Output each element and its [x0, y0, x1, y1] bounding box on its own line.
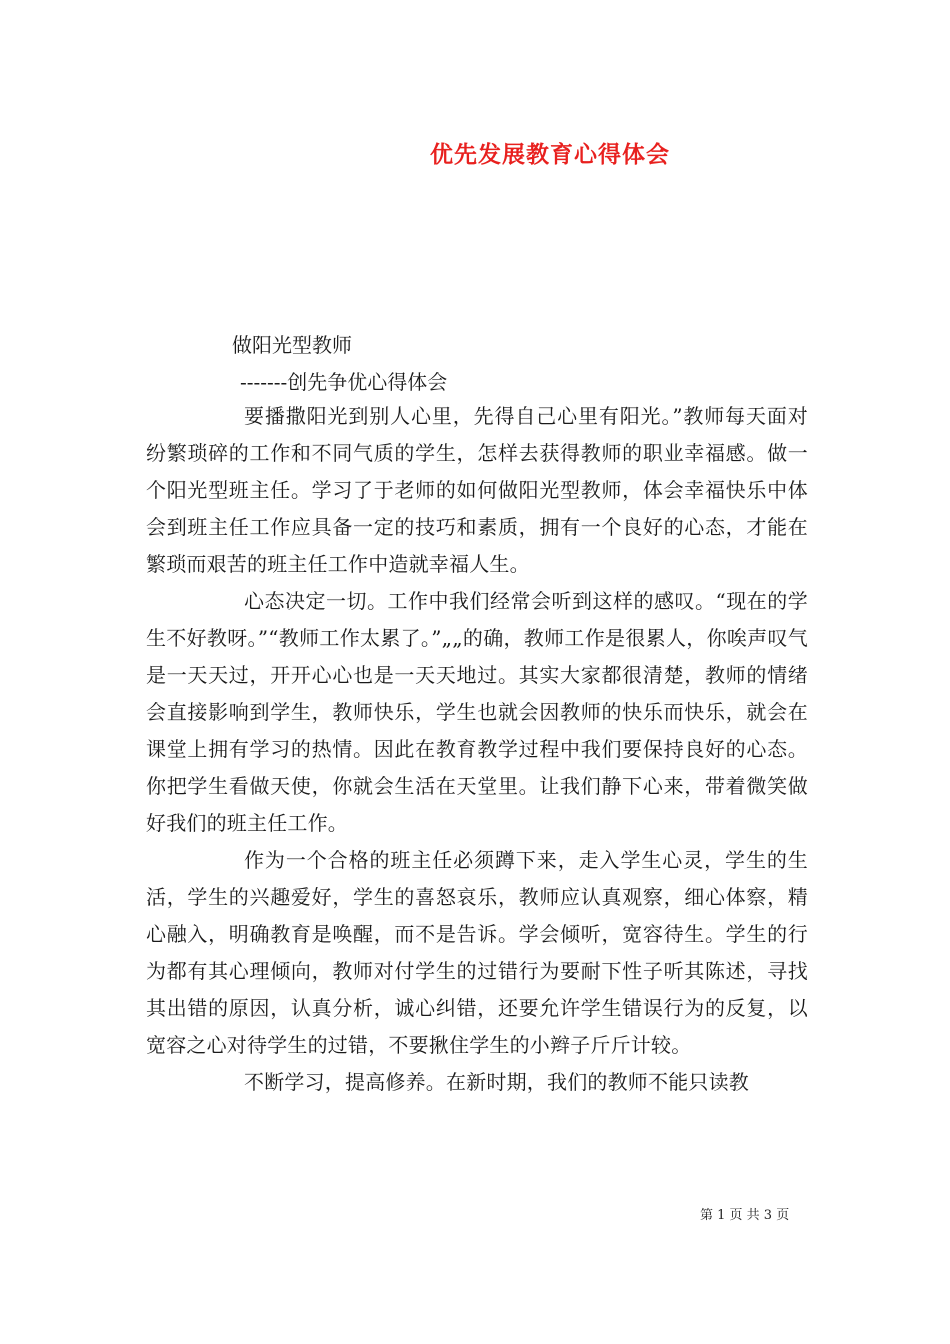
document-heading: 做阳光型教师 [232, 333, 352, 357]
paragraph-3: 作为一个合格的班主任必须蹲下来，走入学生心灵，学生的生活，学生的兴趣爱好，学生的喜怒哀乐，教师应认真观察，细心体察，精心融入，明确教育是唤醒，而不是告诉。学会倾听，宽容待生。学生的行为都有其心理倾向，教师对付学生的过错行为要耐下性子听其陈述，寻找其出错的原因，认真分析，诚心纠错，还要允许学生错误行为的反复，以宽容之心对待学生的过错，不要揪住学生的小辫子斤斤计较。 [146, 848, 808, 1057]
paragraph-4: 不断学习，提高修养。在新时期，我们的教师不能只读教 [244, 1070, 749, 1094]
paragraph-1: 要播撒阳光到别人心里，先得自己心里有阳光。”教师每天面对纷繁琐碎的工作和不同气质的学生，怎样去获得教师的职业幸福感。做一个阳光型班主任。学习了于老师的如何做阳光型教师，体会幸福快乐中体会到班主任工作应具备一定的技巧和素质，拥有一个良好的心态，才能在繁琐而艰苦的班主任工作中造就幸福人生。 [146, 404, 808, 576]
document-subheading: -------创先争优心得体会 [240, 370, 448, 394]
page-number-footer: 第 1 页 共 3 页 [700, 1208, 790, 1223]
document-title: 优先发展教育心得体会 [430, 142, 670, 168]
paragraph-2: 心态决定一切。工作中我们经常会听到这样的感叹。“现在的学生不好教呀。”“教师工作太累了。”„„的确，教师工作是很累人，你唉声叹气是一天天过，开开心心也是一天天地过。其实大家都很清楚，教师的情绪会直接影响到学生，教师快乐，学生也就会因教师的快乐而快乐，就会在课堂上拥有学习的热情。因此在教育教学过程中我们要保持良好的心态。你把学生看做天使，你就会生活在天堂里。让我们静下心来，带着微笑做好我们的班主任工作。 [146, 589, 808, 835]
document-body [146, 398, 808, 1101]
